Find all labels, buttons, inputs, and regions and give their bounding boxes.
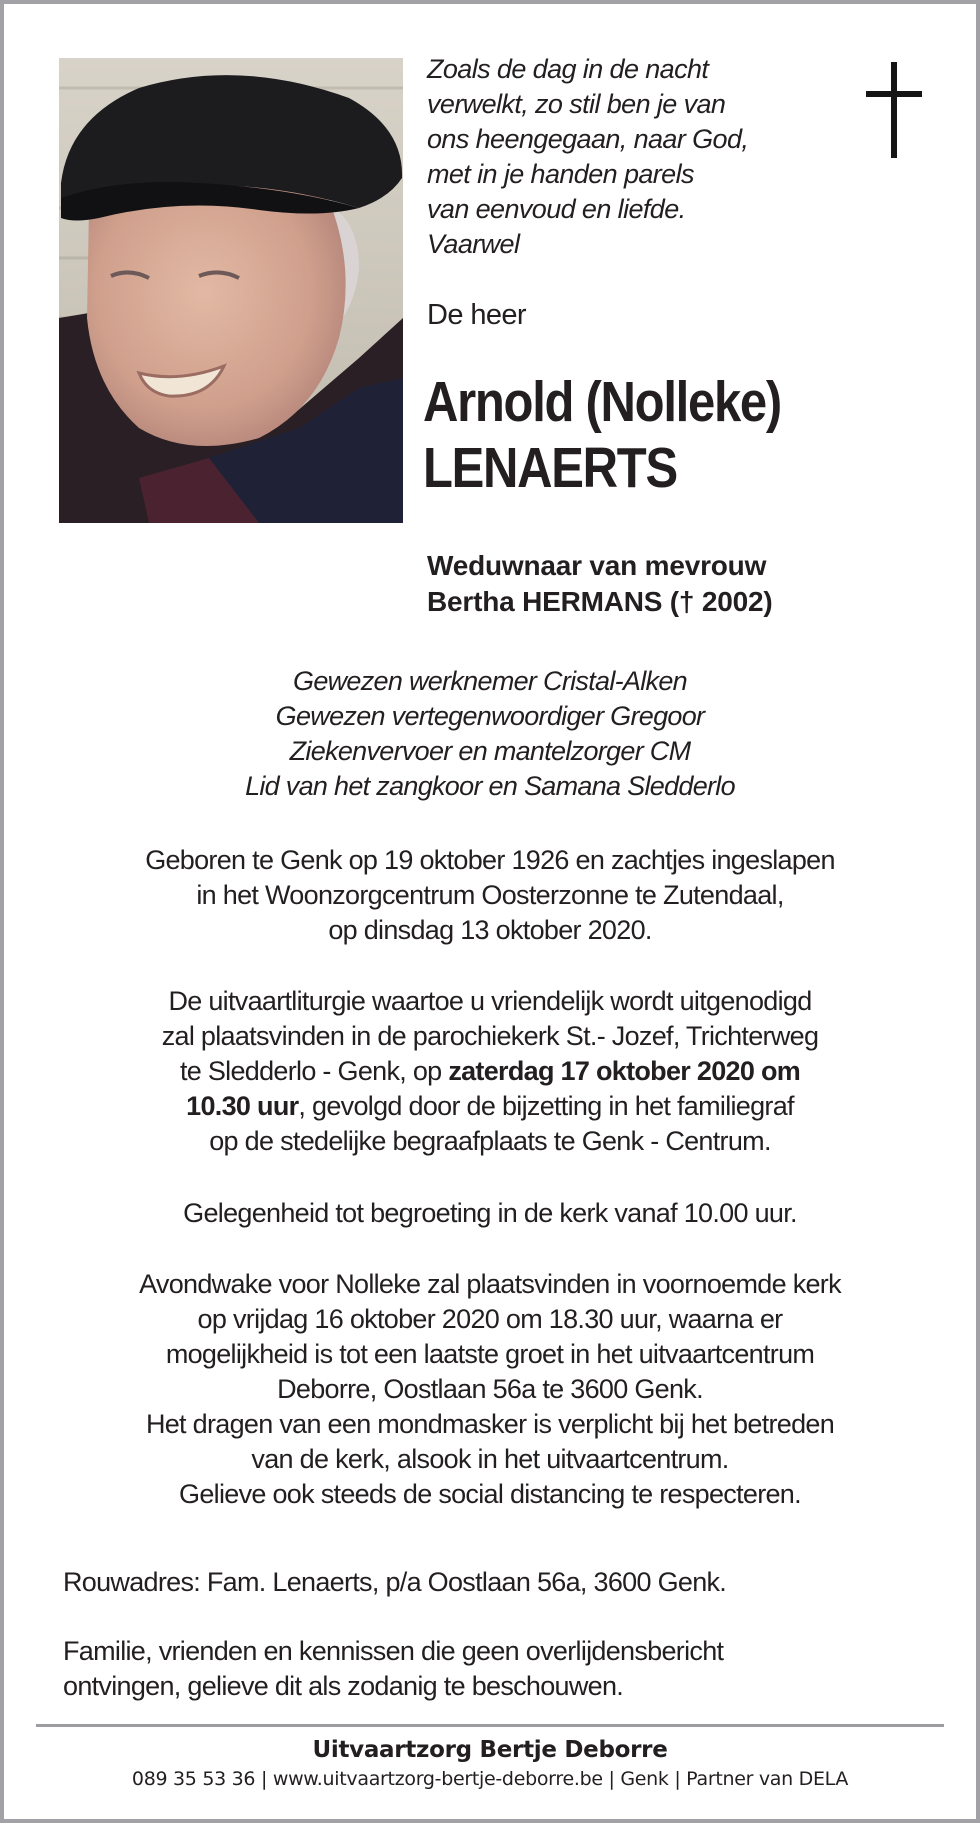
funeral-details — [4, 984, 976, 1159]
poem-block — [427, 52, 867, 262]
cross-icon — [866, 62, 922, 162]
widower-of — [427, 548, 773, 620]
text-line: De uitvaartliturgie waartoe u vriendelijk wordt uitgenodigd — [168, 986, 812, 1016]
poem-line: van eenvoud en liefde. — [427, 194, 686, 224]
widower-line: Weduwnaar van mevrouw — [427, 550, 767, 581]
vigil-details — [4, 1267, 976, 1512]
text-line: van de kerk, alsook in het uitvaartcentrum. — [251, 1444, 729, 1474]
website-link[interactable]: www.uitvaartzorg-bertje-deborre.be — [272, 1768, 603, 1790]
text-fragment: , gevolgd door de bijzetting in het familiegraf — [298, 1091, 794, 1121]
title-prefix: De heer — [427, 299, 526, 331]
text-line: op dinsdag 13 oktober 2020. — [328, 915, 652, 945]
cross-horizontal-bar — [866, 91, 922, 97]
text-line: zal plaatsvinden in de parochiekerk St.- Jozef, Trichterweg — [161, 1021, 819, 1051]
deceased-name — [423, 369, 781, 501]
birth-death-text — [4, 843, 976, 948]
deceased-first-name: Arnold (Nolleke) — [423, 370, 781, 434]
separator: | — [255, 1768, 273, 1790]
portrait-image — [59, 58, 403, 523]
city: Genk — [620, 1768, 669, 1790]
text-line: Het dragen van een mondmasker is verplicht bij het betreden — [145, 1409, 835, 1439]
text-line: ontvingen, gelieve dit als zodanig te beschouwen. — [63, 1671, 624, 1701]
poem-line: met in je handen parels — [427, 159, 694, 189]
role-item: Ziekenvervoer en mantelzorger CM — [289, 736, 691, 766]
poem-line: Zoals de dag in de nacht — [427, 54, 709, 84]
phone-number[interactable]: 089 35 53 36 — [131, 1768, 256, 1790]
text-line: in het Woonzorgcentrum Oosterzonne te Zutendaal, — [196, 880, 784, 910]
text-line: op vrijdag 16 oktober 2020 om 18.30 uur, waarna er — [197, 1304, 783, 1334]
funeral-date: zaterdag 17 oktober 2020 om — [448, 1056, 801, 1086]
role-item: Gewezen werknemer Cristal-Alken — [293, 666, 687, 696]
funeral-home-name: Uitvaartzorg Bertje Deborre — [312, 1737, 668, 1763]
mourning-address — [63, 1565, 963, 1600]
funeral-time: 10.30 uur — [186, 1091, 299, 1121]
role-item: Gewezen vertegenwoordiger Gregoor — [275, 701, 705, 731]
text-line: op de stedelijke begraafplaats te Genk - Centrum. — [209, 1126, 771, 1156]
text-fragment: te Sledderlo - Genk, op — [179, 1056, 449, 1086]
deceased-surname: LENAERTS — [423, 436, 677, 500]
funeral-home-contact — [4, 1766, 976, 1792]
text-line: Avondwake voor Nolleke zal plaatsvinden in voornoemde kerk — [139, 1269, 841, 1299]
text-line: Familie, vrienden en kennissen die geen overlijdensbericht — [63, 1636, 724, 1666]
partner: Partner van DELA — [686, 1768, 849, 1790]
footer-divider — [36, 1724, 944, 1727]
poem-line: ons heengegaan, naar God, — [427, 124, 749, 154]
text-line — [4, 1089, 976, 1124]
portrait-photo — [59, 58, 403, 523]
text-line: Geboren te Genk op 19 oktober 1926 en zachtjes ingeslapen — [145, 845, 835, 875]
greeting-text — [4, 1196, 976, 1231]
separator: | — [668, 1768, 687, 1790]
text-line: Rouwadres: Fam. Lenaerts, p/a Oostlaan 56a, 3600 Genk. — [63, 1567, 727, 1597]
text-line — [4, 1054, 976, 1089]
roles-list — [4, 664, 976, 804]
role-item: Lid van het zangkoor en Samana Sledderlo — [245, 771, 735, 801]
text-line: Gelegenheid tot begroeting in de kerk vanaf 10.00 uur. — [183, 1198, 797, 1228]
cross-vertical-bar — [891, 62, 897, 158]
text-line: Gelieve ook steeds de social distancing te respecteren. — [179, 1479, 801, 1509]
poem-line: verwelkt, zo stil ben je van — [427, 89, 726, 119]
poem — [427, 52, 867, 262]
family-note — [63, 1634, 963, 1704]
text-line: Deborre, Oostlaan 56a te 3600 Genk. — [277, 1374, 703, 1404]
spouse-name: Bertha HERMANS († 2002) — [427, 586, 773, 617]
text-line: mogelijkheid is tot een laatste groet in het uitvaartcentrum — [165, 1339, 815, 1369]
poem-line: Vaarwel — [427, 229, 520, 259]
separator: | — [602, 1768, 621, 1790]
